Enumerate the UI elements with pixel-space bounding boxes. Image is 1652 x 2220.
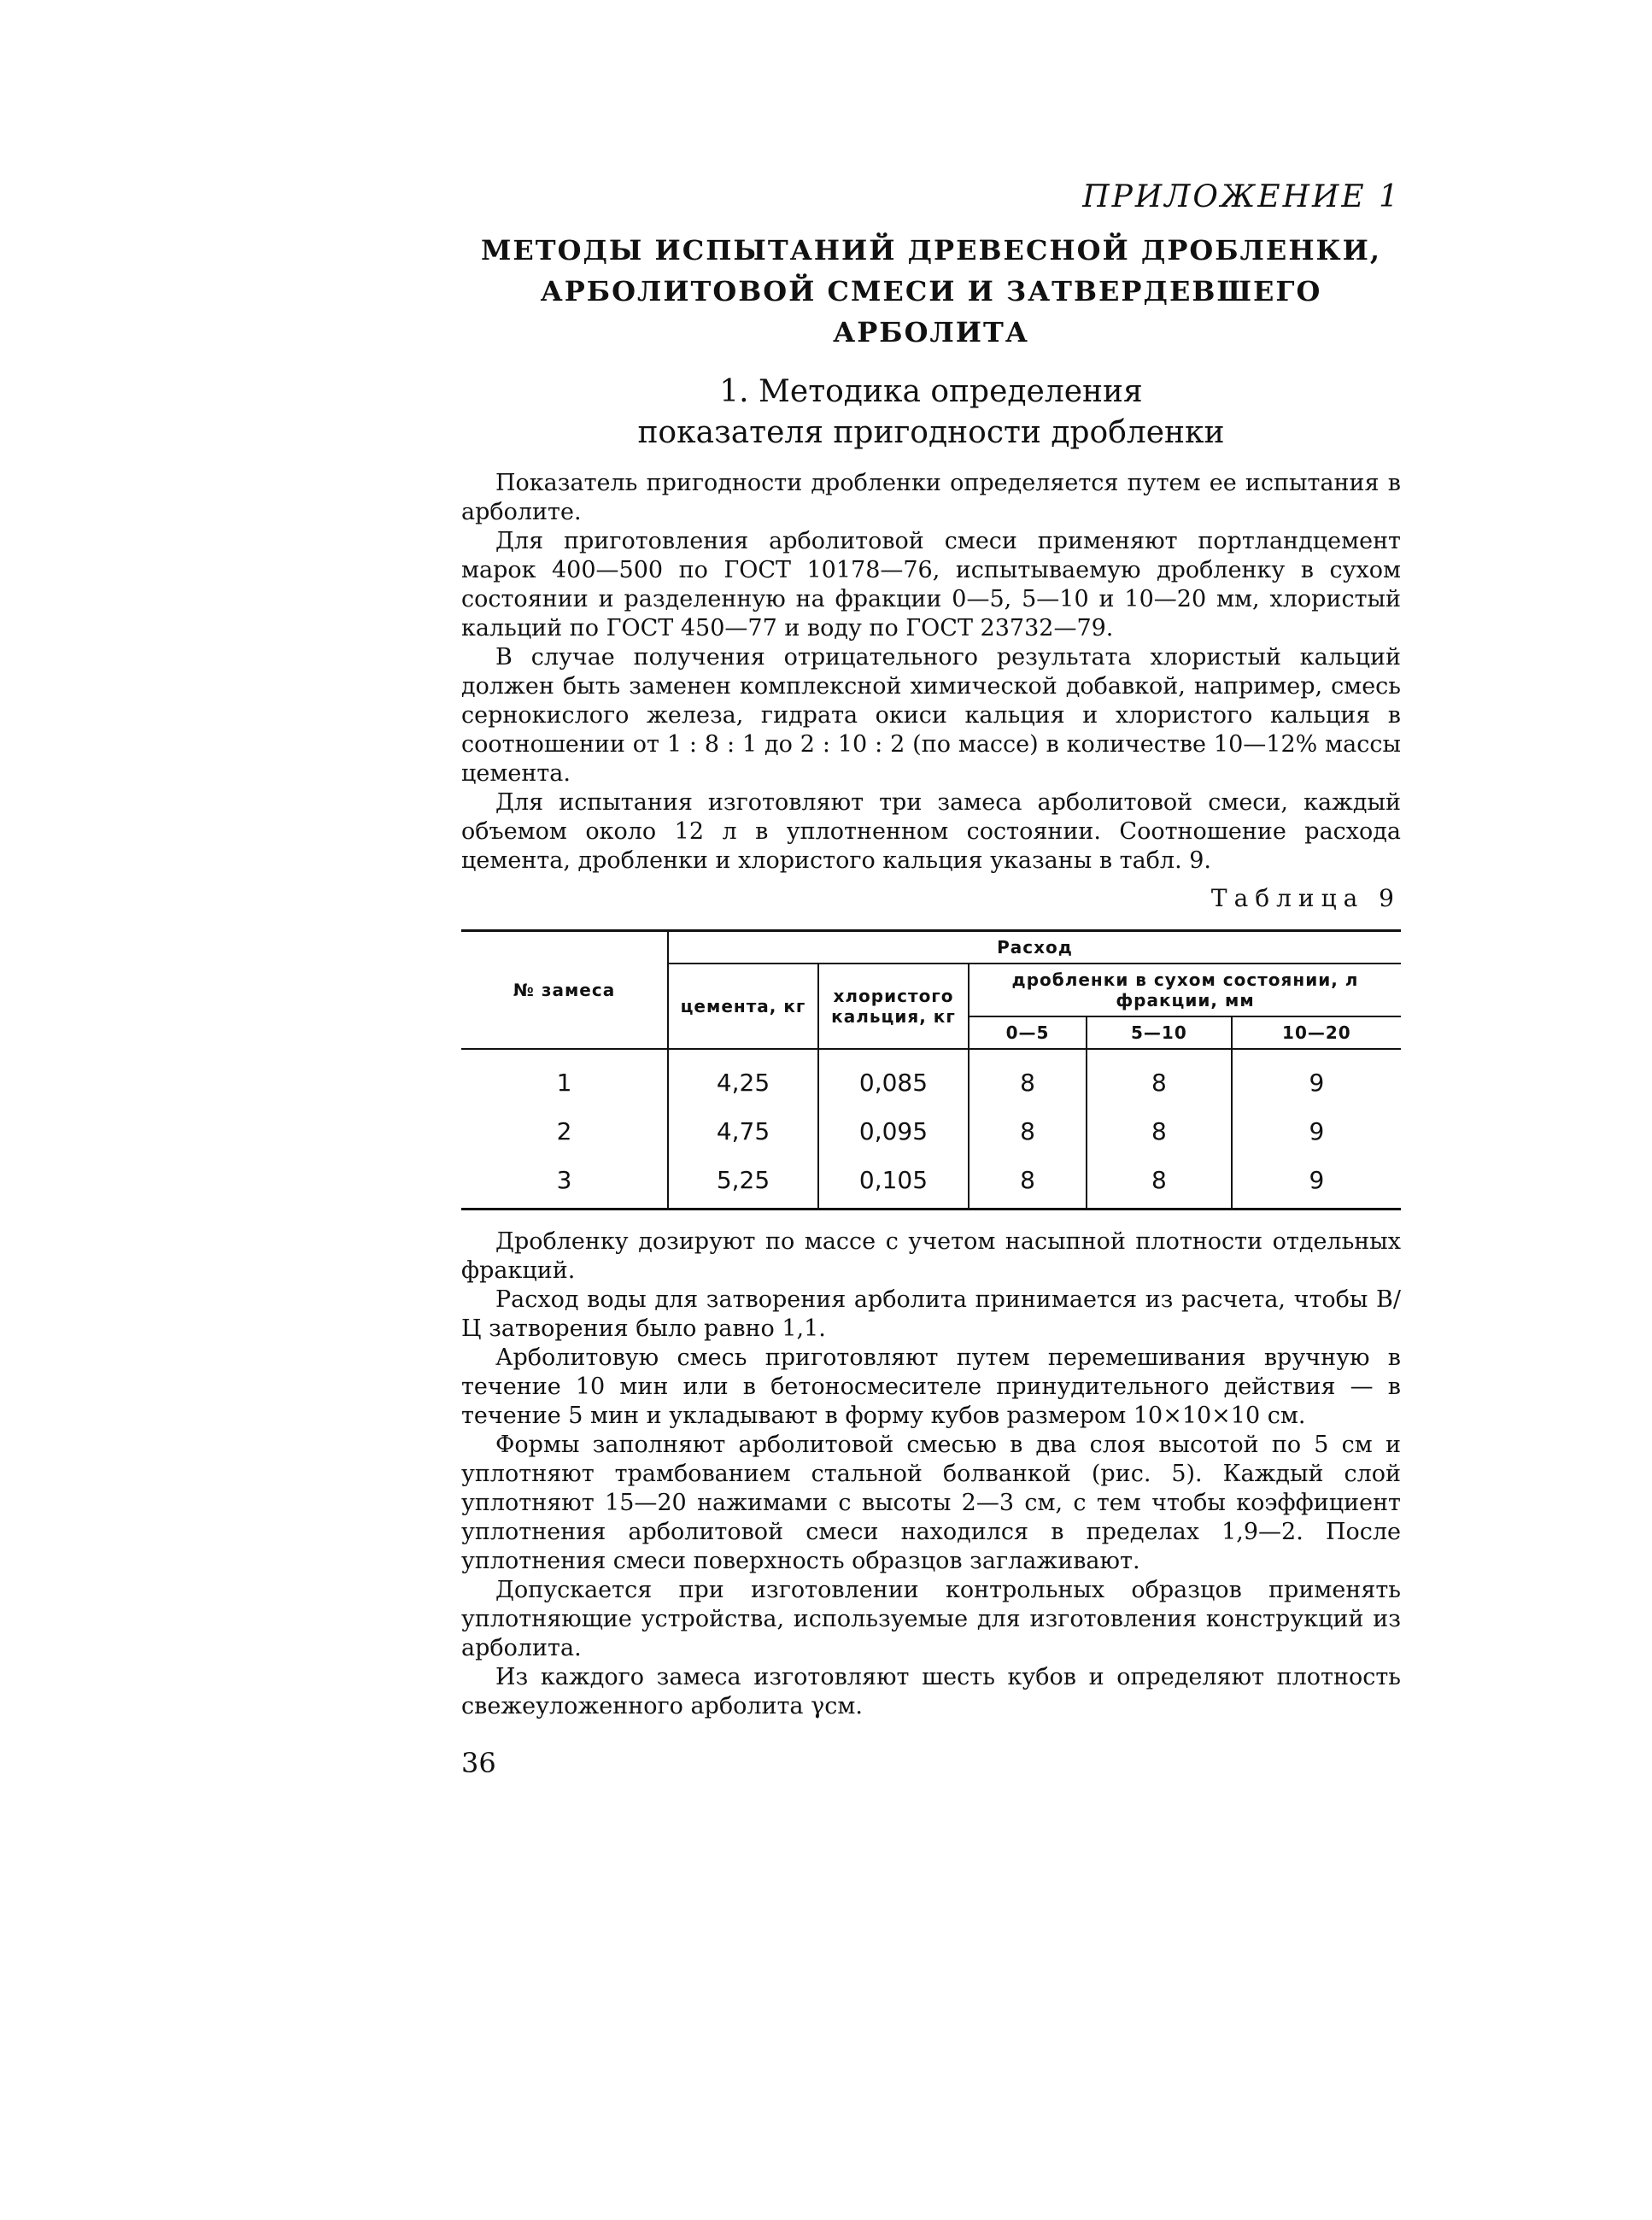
table-cell: 8	[969, 1107, 1087, 1156]
paragraph: Для испытания изготовляют три замеса арболитовой смеси, каждый объемом около 12 л в уплотненном состоянии. Соотношение расхода цемента, дробленки и хлористого кальция указаны в табл. 9.	[461, 789, 1401, 874]
header-cement: цемента, кг	[668, 964, 818, 1049]
paragraph: В случае получения отрицательного результата хлористый кальций должен быть заменен комплексной химической добавкой, например, смесь сернокислого железа, гидрата окиси кальция и хлористого кальция в соотношении от 1 : 8 : 1 до 2 : 10 : 2 (по массе) в количестве 10—12% массы цемента.	[461, 644, 1401, 787]
table-row	[461, 1107, 1401, 1156]
table-cell: 8	[1087, 1156, 1232, 1208]
paragraph: Показатель пригодности дробленки определяется путем ее испытания в арболите.	[461, 470, 1401, 525]
header-consumption: Расход	[668, 932, 1401, 964]
table-row	[461, 1156, 1401, 1208]
table-cell: 2	[461, 1107, 668, 1156]
table-cell: 0,105	[818, 1156, 969, 1208]
header-fraction: 0—5	[969, 1016, 1087, 1049]
table-cell: 0,095	[818, 1107, 969, 1156]
paragraph: Формы заполняют арболитовой смесью в два слоя высотой по 5 см и уплотняют трамбованием стальной болванкой (рис. 5). Каждый слой уплотняют 15—20 нажимами с высоты 2—3 см, с тем чтобы коэффициент уплотнения арболитовой смеси находился в пределах 1,9—2. После уплотнения смеси поверхность образцов заглаживают.	[461, 1432, 1401, 1574]
header-chips-dry: дробленки в сухом состоянии, л фракции, мм	[969, 964, 1401, 1016]
document-page	[461, 179, 1401, 1779]
paragraph: Для приготовления арболитовой смеси применяют портландцемент марок 400—500 по ГОСТ 10178—76, испытываемую дробленку в сухом состоянии и разделенную на фракции 0—5, 5—10 и 10—20 мм, хлористый кальций по ГОСТ 450—77 и воду по ГОСТ 23732—79.	[461, 528, 1401, 641]
table-caption: Таблица 9	[1210, 884, 1401, 912]
paragraph: Арболитовую смесь приготовляют путем перемешивания вручную в течение 10 мин или в бетоносмесителе принудительного действия — в течение 5 мин и укладывают в форму кубов размером 10×10×10 см.	[461, 1344, 1401, 1429]
table-cell: 9	[1232, 1107, 1401, 1156]
table-cell: 1	[461, 1049, 668, 1107]
table-9	[461, 929, 1401, 1210]
appendix-label: ПРИЛОЖЕНИЕ 1	[1082, 179, 1401, 214]
table-cell: 9	[1232, 1156, 1401, 1208]
main-title	[461, 230, 1401, 353]
main-title-line-1: МЕТОДЫ ИСПЫТАНИЙ ДРЕВЕСНОЙ ДРОБЛЕНКИ,	[480, 234, 1382, 267]
table-cell: 0,085	[818, 1049, 969, 1107]
table-row	[461, 1049, 1401, 1107]
paragraph: Расход воды для затворения арболита принимается из расчета, чтобы В/Ц затворения было равно 1,1.	[461, 1286, 1401, 1342]
table-cell: 9	[1232, 1049, 1401, 1107]
table-cell: 3	[461, 1156, 668, 1208]
main-title-line-2: АРБОЛИТОВОЙ СМЕСИ И ЗАТВЕРДЕВШЕГО АРБОЛИТА	[540, 275, 1322, 349]
table-cell: 5,25	[668, 1156, 818, 1208]
paragraph: Дробленку дозируют по массе с учетом насыпной плотности отдельных фракций.	[461, 1228, 1401, 1284]
paragraph: Из каждого замеса изготовляют шесть кубов и определяют плотность свежеуложенного арболита γсм.	[461, 1664, 1401, 1719]
paragraph: Допускается при изготовлении контрольных образцов применять уплотняющие устройства, используемые для изготовления конструкций из арболита.	[461, 1577, 1401, 1661]
header-batch: № замеса	[461, 932, 668, 1049]
table-cell: 4,25	[668, 1049, 818, 1107]
header-fraction: 5—10	[1087, 1016, 1232, 1049]
table-cell: 4,75	[668, 1107, 818, 1156]
section-title-line-1: 1. Методика определения	[719, 374, 1143, 409]
table-cell: 8	[969, 1049, 1087, 1107]
section-title	[461, 372, 1401, 454]
section-title-line-2: показателя пригодности дробленки	[637, 415, 1225, 450]
table-cell: 8	[1087, 1107, 1232, 1156]
page-number: 36	[461, 1747, 496, 1779]
table-cell: 8	[969, 1156, 1087, 1208]
header-calcium-chloride: хлористого кальция, кг	[818, 964, 969, 1049]
table-cell: 8	[1087, 1049, 1232, 1107]
header-fraction: 10—20	[1232, 1016, 1401, 1049]
